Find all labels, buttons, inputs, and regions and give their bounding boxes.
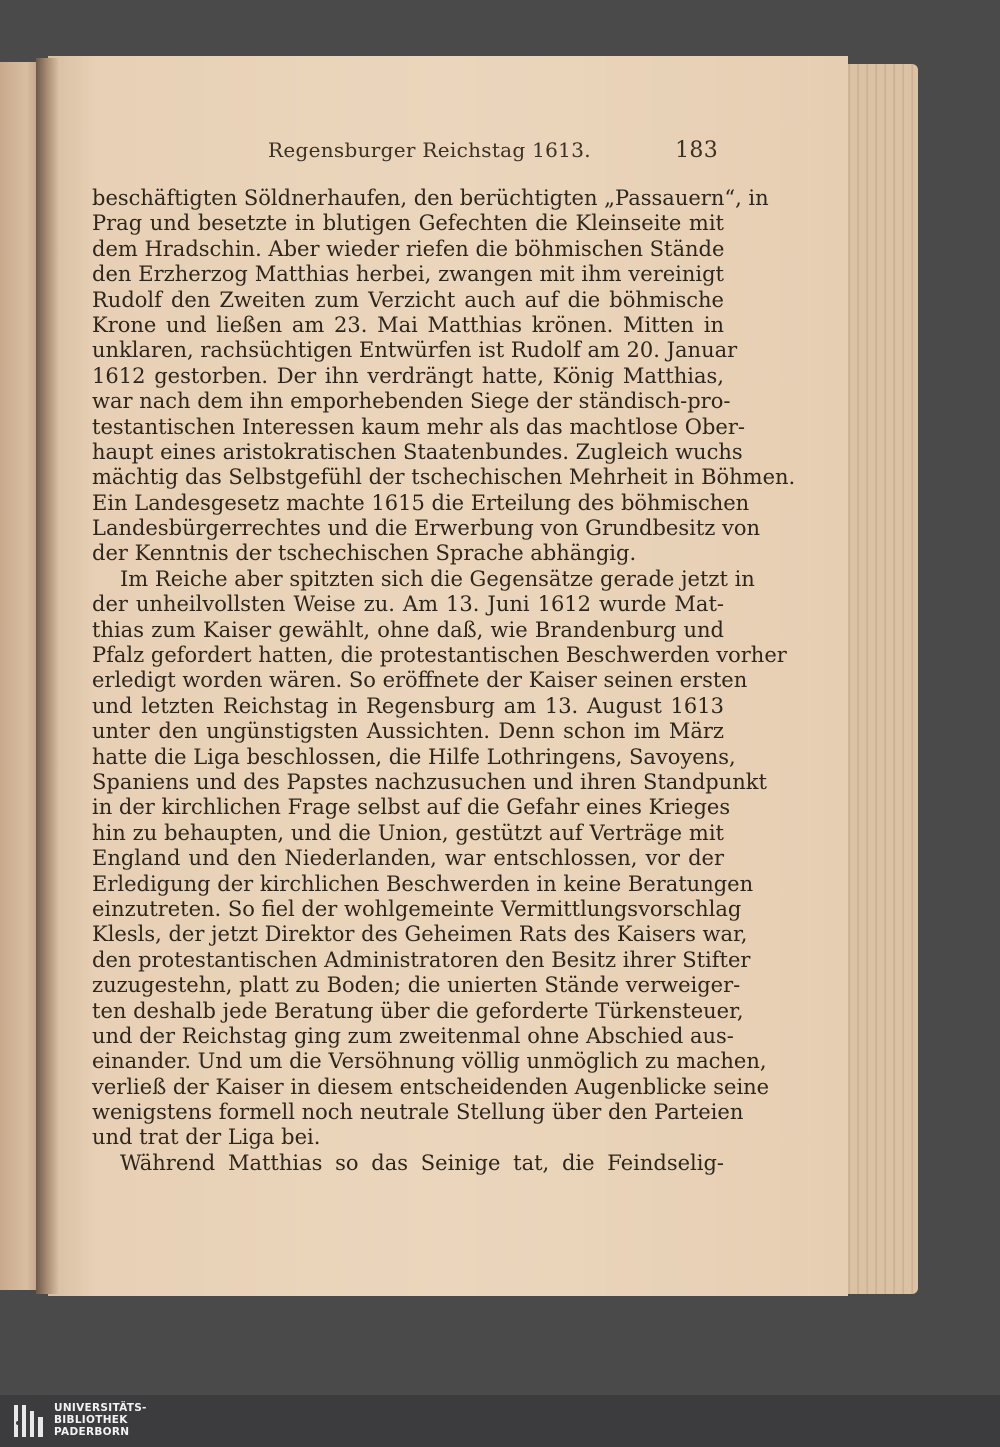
text-line: beschäftigten Söldnerhaufen, den berüchtigten „Passauern“, in <box>92 186 769 210</box>
text-line: unklaren, rachsüchtigen Entwürfen ist Rudolf am 20. Januar <box>92 338 738 363</box>
text-line: England und den Niederlanden, war entschlossen, vor der <box>92 846 724 871</box>
text-line: und letzten Reichstag in Regensburg am 13. August 1613 <box>92 693 724 718</box>
text-line: den protestantischen Administratoren den Besitz ihrer Stifter <box>92 947 751 972</box>
text-line: 1612 gestorben. Der ihn verdrängt hatte, König Matthias, <box>92 363 724 388</box>
text-line: der Kenntnis der tschechischen Sprache abhängig. <box>92 541 637 566</box>
text-line: Rudolf den Zweiten zum Verzicht auch auf die böhmische <box>92 287 724 312</box>
text-line: war nach dem ihn emporhebenden Siege der ständisch-pro- <box>92 389 731 414</box>
text-line: Krone und ließen am 23. Mai Matthias krönen. Mitten in <box>92 312 724 337</box>
library-name-line-2: BIBLIOTHEK <box>54 1414 128 1426</box>
library-name-line-1: UNIVERSITÄTS- <box>54 1402 147 1414</box>
text-line: hin zu behaupten, und die Union, gestützt auf Verträge mit <box>92 820 724 845</box>
text-line: wenigstens formell noch neutrale Stellung über den Parteien <box>92 1100 744 1125</box>
text-line: Ein Landesgesetz machte 1615 die Erteilung des böhmischen <box>92 490 750 515</box>
text-line: Landesbürgerrechtes und die Erwerbung von Grundbesitz von <box>92 516 761 541</box>
page-number: 183 <box>675 138 718 163</box>
text-line: in der kirchlichen Frage selbst auf die Gefahr eines Krieges <box>92 795 731 820</box>
text-line: und trat der Liga bei. <box>92 1125 321 1150</box>
text-line: den Erzherzog Matthias herbei, zwangen mit ihm vereinigt <box>92 262 724 287</box>
text-line: thias zum Kaiser gewählt, ohne daß, wie Brandenburg und <box>92 617 724 642</box>
text-line: Klesls, der jetzt Direktor des Geheimen Rats des Kaisers war, <box>92 922 748 947</box>
text-line: der unheilvollsten Weise zu. Am 13. Juni 1612 wurde Mat- <box>92 592 724 617</box>
text-line: haupt eines aristokratischen Staatenbundes. Zugleich wuchs <box>92 439 743 464</box>
library-logo-icon <box>10 1403 46 1439</box>
text-line: Während Matthias so das Seinige tat, die Feindselig- <box>120 1150 724 1175</box>
body-text <box>92 186 796 1176</box>
library-footer <box>0 1395 1000 1447</box>
text-line: Prag und besetzte in blutigen Gefechten die Kleinseite mit <box>92 211 724 236</box>
text-line: hatte die Liga beschlossen, die Hilfe Lothringens, Savoyens, <box>92 744 736 769</box>
running-head: Regensburger Reichstag 1613. <box>268 138 591 162</box>
text-line: und der Reichstag ging zum zweitenmal ohne Abschied aus- <box>92 1023 734 1048</box>
text-line: einander. Und um die Versöhnung völlig unmöglich zu machen, <box>92 1049 767 1074</box>
text-line: dem Hradschin. Aber wieder riefen die böhmischen Stände <box>92 236 725 261</box>
text-line: erledigt worden wären. So eröffnete der Kaiser seinen ersten <box>92 668 748 693</box>
text-line: Im Reiche aber spitzten sich die Gegensätze gerade jetzt in <box>120 566 755 591</box>
page-header <box>268 138 718 172</box>
text-line: mächtig das Selbstgefühl der tschechischen Mehrheit in Böhmen. <box>92 465 796 490</box>
text-line: Pfalz gefordert hatten, die protestantischen Beschwerden vorher <box>92 643 787 668</box>
text-line: verließ der Kaiser in diesem entscheidenden Augenblicke seine <box>92 1074 770 1099</box>
text-line: Spaniens und des Papstes nachzusuchen und ihren Standpunkt <box>92 769 767 794</box>
page-stack-edges <box>842 64 918 1294</box>
book-gutter <box>36 58 58 1294</box>
library-name-line-3: PADERBORN <box>54 1426 130 1438</box>
text-line: unter den ungünstigsten Aussichten. Denn schon im März <box>92 719 724 744</box>
text-line: zuzugestehn, platt zu Boden; die unierten Stände verweiger- <box>92 973 741 998</box>
text-line: Erledigung der kirchlichen Beschwerden in keine Beratungen <box>92 871 754 896</box>
library-name <box>54 1402 147 1438</box>
text-line: ten deshalb jede Beratung über die geforderte Türkensteuer, <box>92 998 744 1023</box>
text-line: einzutreten. So fiel der wohlgemeinte Vermittlungsvorschlag <box>92 896 742 921</box>
text-line: testantischen Interessen kaum mehr als das machtlose Ober- <box>92 414 745 439</box>
